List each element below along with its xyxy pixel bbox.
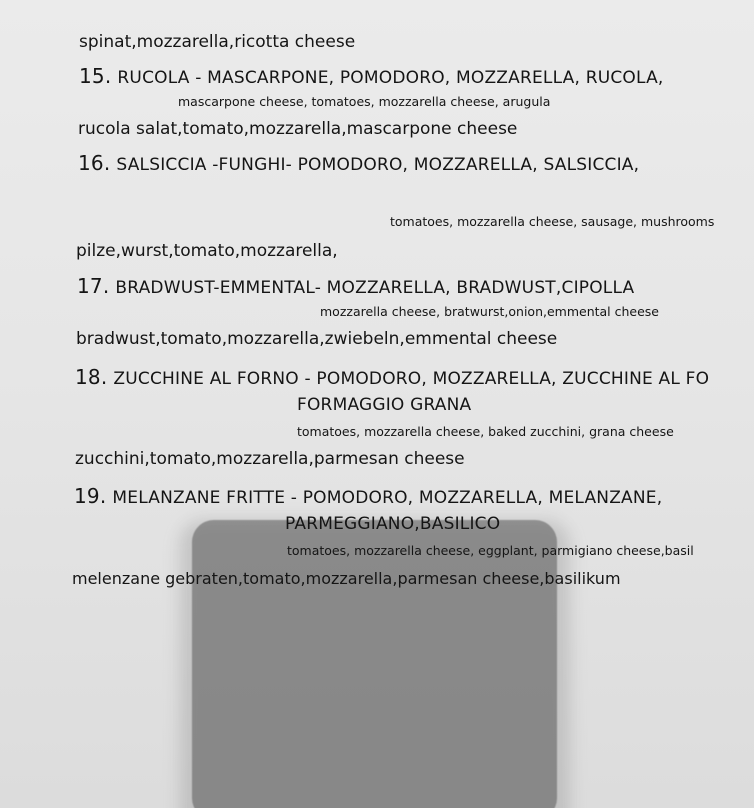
item-17-english: mozzarella cheese, bratwurst,onion,emmental cheese <box>320 304 660 319</box>
item-19-text: MELANZANE FRITTE - POMODORO, MOZZARELLA, MELANZANE, <box>112 488 663 508</box>
top-line: spinat,mozzarella,ricotta cheese <box>79 32 356 52</box>
item-19-english: tomatoes, mozzarella cheese, eggplant, parmigiano cheese,basil <box>287 543 694 558</box>
item-15-text: RUCOLA - MASCARPONE, POMODORO, MOZZARELLA, RUCOLA, <box>117 68 664 88</box>
item-16-text: SALSICCIA -FUNGHI- POMODORO, MOZZARELLA, SALSICCIA, <box>116 155 640 175</box>
item-15-title <box>79 66 664 87</box>
item-18-title-line-2: FORMAGGIO GRANA <box>297 395 472 415</box>
item-16-title <box>78 153 639 174</box>
item-17-german: bradwust,tomato,mozzarella,zwiebeln,emmental cheese <box>76 329 558 349</box>
item-16-german: pilze,wurst,tomato,mozzarella, <box>76 241 338 261</box>
item-19-title-line-2: PARMEGGIANO,BASILICO <box>285 514 501 534</box>
item-18-number: 18. <box>75 365 108 389</box>
item-18-german: zucchini,tomato,mozzarella,parmesan cheese <box>75 449 465 469</box>
item-19-title <box>74 486 662 507</box>
phone-shadow <box>192 520 557 808</box>
item-17-title <box>77 276 634 297</box>
item-17-number: 17. <box>77 274 110 298</box>
item-19-number: 19. <box>74 484 107 508</box>
item-18-title <box>75 367 709 388</box>
item-15-english: mascarpone cheese, tomatoes, mozzarella cheese, arugula <box>178 94 551 109</box>
item-15-german: rucola salat,tomato,mozzarella,mascarpone cheese <box>78 119 518 139</box>
item-16-number: 16. <box>78 151 111 175</box>
item-15-number: 15. <box>79 64 112 88</box>
item-16-english: tomatoes, mozzarella cheese, sausage, mushrooms <box>390 214 715 229</box>
item-18-text: ZUCCHINE AL FORNO - POMODORO, MOZZARELLA, ZUCCHINE AL FO <box>113 369 710 389</box>
item-18-english: tomatoes, mozzarella cheese, baked zucchini, grana cheese <box>297 424 674 439</box>
item-17-text: BRADWUST-EMMENTAL- MOZZARELLA, BRADWUST,CIPOLLA <box>115 278 635 298</box>
item-19-german: melenzane gebraten,tomato,mozzarella,parmesan cheese,basilikum <box>72 569 621 588</box>
